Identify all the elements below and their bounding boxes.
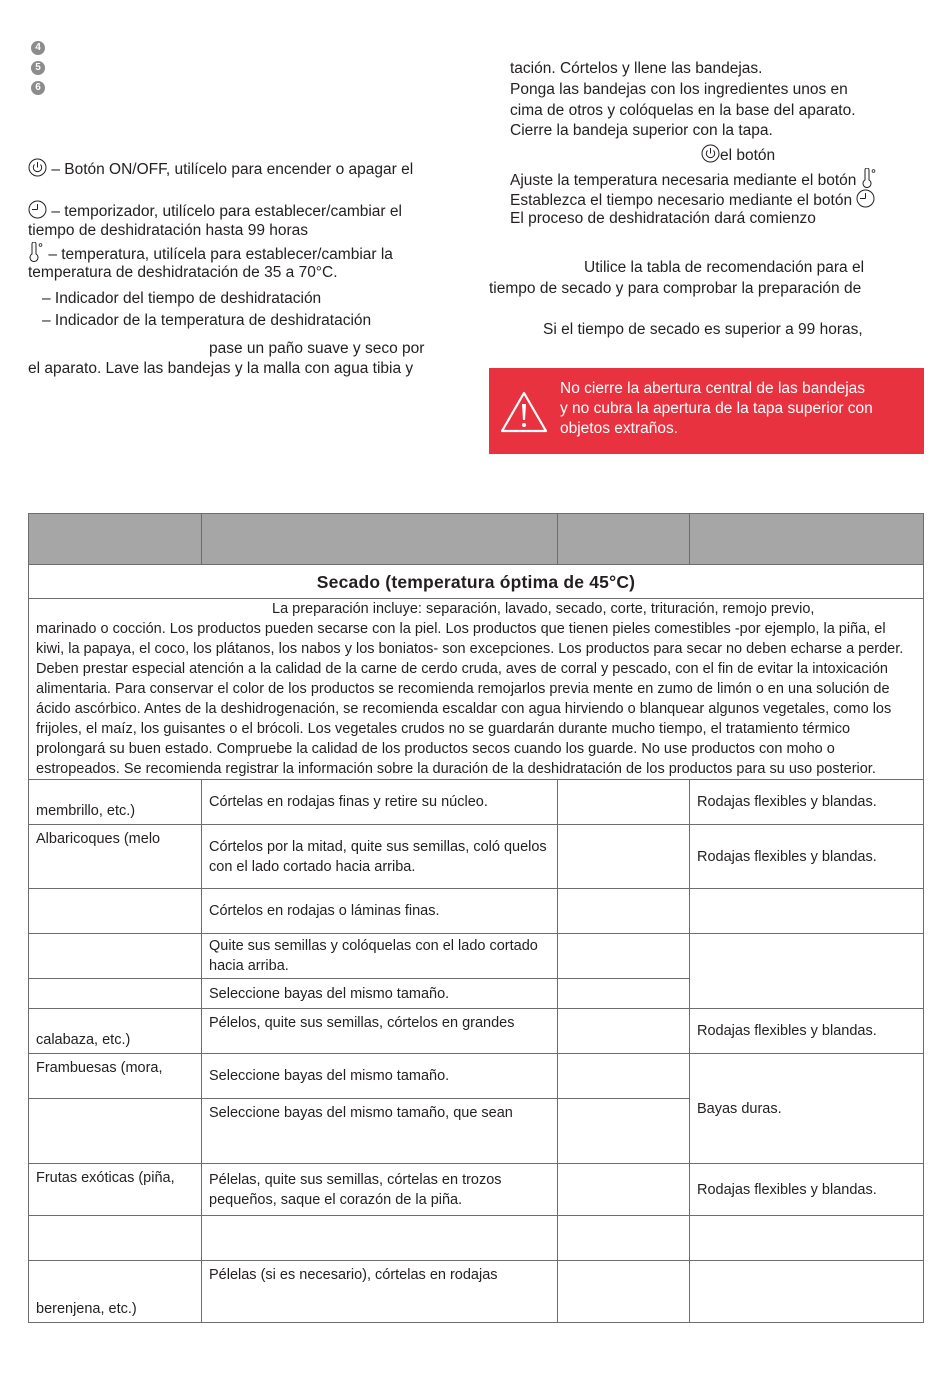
- product-cell: [29, 889, 202, 934]
- warning-text: [560, 379, 873, 439]
- prep-cell: Pélelos, quite sus semillas, córtelos en grandes: [202, 1009, 558, 1054]
- intro-text: marinado o cocción. Los productos pueden secarse con la piel. Los productos que tienen pieles comestibles -por ejemplo, la piña, el kiwi, la papaya, el coco, los plátanos, los nabos y los boniatos- son excepciones. Los productos para secar no deben echarse a perder. Deben prestar especial atención a la calidad de la carne de cerdo cruda, aves de corral y pescado, con el fin de evitar la intoxicación alimentaria. Para conservar el color de los productos se recomienda remojarlos previa mente en zumo de limón o en una solución de ácido ascórbico. Antes de la deshidrogenación, se recomienda escaldar con agua hirviendo o blanquear algunos vegetales, como los frijoles, el maíz, los guisantes o el brócoli. Los vegetales crudos no se guardarán durante mucho tiempo, el tratamiento térmico prolongará su buen estado. Compruebe la calidad de los productos secos cuando los guarde. No use productos con moho o estropeados. Se recomienda registrar la información sobre la duración de la deshidratación de los productos para su uso posterior.: [36, 621, 904, 777]
- warning-line-2: y no cubra la apertura de la tapa superior con: [560, 400, 873, 417]
- right-time-line: [510, 189, 875, 211]
- result-cell: Bayas duras.: [690, 1054, 924, 1164]
- intro-first-line: La preparación incluye: separación, lavado, secado, corte, trituración, remojo previo,: [272, 601, 815, 617]
- section-title: Secado (temperatura óptima de 45°C): [29, 565, 924, 599]
- indicator-temperature-text: – Indicador de la temperatura de deshidratación: [42, 312, 372, 329]
- recommendation-text-1: Utilice la tabla de recomendación para el: [584, 259, 865, 276]
- header-cell: [202, 514, 558, 565]
- product-cell: [29, 1216, 202, 1261]
- power-text: – Botón ON/OFF, utilícelo para encender o apagar el: [51, 161, 414, 178]
- table-row: [29, 1261, 924, 1323]
- power-description: [28, 158, 413, 180]
- prep-cell: Pélelas, quite sus semillas, córtelas en trozos pequeños, saque el corazón de la piña.: [202, 1164, 558, 1216]
- result-cell: Rodajas flexibles y blandas.: [690, 1164, 924, 1216]
- right-text-6: Ajuste la temperatura necesaria mediante el botón: [510, 172, 857, 189]
- table-row: [29, 934, 924, 979]
- result-cell: Rodajas flexibles y blandas.: [690, 780, 924, 825]
- prep-cell: Seleccione bayas del mismo tamaño, que sean: [202, 1099, 558, 1164]
- product-cell: Frutas exóticas (piña,: [29, 1164, 202, 1216]
- table-row: [29, 780, 924, 825]
- thermometer-icon: [28, 242, 44, 262]
- thermometer-icon: [861, 168, 877, 188]
- table-row: [29, 889, 924, 934]
- table-header-row: [29, 514, 924, 565]
- table-row: [29, 1009, 924, 1054]
- prep-cell: Córtelos en rodajas o láminas finas.: [202, 889, 558, 934]
- prep-cell: Córtelas en rodajas finas y retire su núcleo.: [202, 780, 558, 825]
- result-cell: Rodajas flexibles y blandas.: [690, 825, 924, 889]
- timer-icon: [28, 200, 47, 219]
- right-text-3: cima de otros y colóquelas en la base del aparato.: [510, 102, 856, 119]
- right-text-5: el botón: [720, 147, 776, 164]
- time-cell: [558, 780, 690, 825]
- time-cell: [558, 1099, 690, 1164]
- drying-table: [28, 513, 924, 1323]
- result-cell: [690, 1216, 924, 1261]
- cleaning-text-1: pase un paño suave y seco por: [209, 340, 425, 357]
- product-cell: berenjena, etc.): [29, 1261, 202, 1323]
- product-cell: [29, 934, 202, 979]
- warning-line-3: objetos extraños.: [560, 420, 679, 437]
- product-cell: calabaza, etc.): [29, 1009, 202, 1054]
- indicator-time-text: – Indicador del tiempo de deshidratación: [42, 290, 322, 307]
- time-cell: [558, 979, 690, 1009]
- table-row: [29, 1054, 924, 1099]
- right-temp-line: [510, 168, 877, 191]
- warning-triangle-icon: [499, 390, 549, 434]
- product-cell: [29, 1099, 202, 1164]
- recommendation-text-2: tiempo de secado y para comprobar la preparación de: [489, 280, 862, 297]
- header-cell: [690, 514, 924, 565]
- temperature-description: [28, 242, 393, 265]
- timer-text-2: tiempo de deshidratación hasta 99 horas: [28, 222, 309, 239]
- time-cell: [558, 825, 690, 889]
- right-text-2: Ponga las bandejas con los ingredientes unos en: [510, 81, 848, 98]
- warning-line-1: No cierre la abertura central de las bandejas: [560, 380, 866, 397]
- section-title-row: [29, 565, 924, 599]
- time-cell: [558, 889, 690, 934]
- right-text-1: tación. Córtelos y llene las bandejas.: [510, 60, 763, 77]
- table-row: [29, 1216, 924, 1261]
- cleaning-text-2: el aparato. Lave las bandejas y la malla con agua tibia y: [28, 360, 414, 377]
- right-power-line: [701, 144, 775, 166]
- intro-cell: [29, 599, 924, 780]
- prep-cell: Quite sus semillas y colóquelas con el lado cortado hacia arriba.: [202, 934, 558, 979]
- result-cell: [690, 934, 924, 1009]
- intro-row: [29, 599, 924, 780]
- table-row: [29, 825, 924, 889]
- table-row: [29, 1164, 924, 1216]
- step-number-5: 5: [31, 61, 45, 75]
- time-cell: [558, 934, 690, 979]
- header-cell: [29, 514, 202, 565]
- right-text-8: El proceso de deshidratación dará comienzo: [510, 210, 816, 227]
- product-cell: Albaricoques (melo: [29, 825, 202, 889]
- time-cell: [558, 1009, 690, 1054]
- right-text-7: Establezca el tiempo necesario mediante el botón: [510, 192, 853, 209]
- prep-cell: [202, 1216, 558, 1261]
- warning-box: [489, 368, 924, 454]
- header-cell: [558, 514, 690, 565]
- result-cell: [690, 1261, 924, 1323]
- timer-icon: [856, 189, 875, 208]
- time-cell: [558, 1164, 690, 1216]
- step-number-6: 6: [31, 81, 45, 95]
- time-cell: [558, 1261, 690, 1323]
- hours-text: Si el tiempo de secado es superior a 99 horas,: [543, 321, 863, 338]
- timer-text-1: – temporizador, utilícelo para establecer/cambiar el: [51, 203, 402, 220]
- product-cell: [29, 979, 202, 1009]
- timer-description: [28, 200, 402, 222]
- power-icon: [28, 158, 47, 177]
- prep-cell: Pélelas (si es necesario), córtelas en rodajas: [202, 1261, 558, 1323]
- product-cell: membrillo, etc.): [29, 780, 202, 825]
- time-cell: [558, 1054, 690, 1099]
- time-cell: [558, 1216, 690, 1261]
- temperature-text-2: temperatura de deshidratación de 35 a 70°C.: [28, 264, 338, 281]
- step-number-4: 4: [31, 41, 45, 55]
- prep-cell: Seleccione bayas del mismo tamaño.: [202, 979, 558, 1009]
- right-text-4: Cierre la bandeja superior con la tapa.: [510, 122, 773, 139]
- temperature-text-1: – temperatura, utilícela para establecer/cambiar la: [48, 246, 393, 263]
- product-cell: Frambuesas (mora,: [29, 1054, 202, 1099]
- prep-cell: Seleccione bayas del mismo tamaño.: [202, 1054, 558, 1099]
- power-icon: [701, 144, 720, 163]
- result-cell: [690, 889, 924, 934]
- result-cell: Rodajas flexibles y blandas.: [690, 1009, 924, 1054]
- prep-cell: Córtelos por la mitad, quite sus semillas, coló quelos con el lado cortado hacia arriba.: [202, 825, 558, 889]
